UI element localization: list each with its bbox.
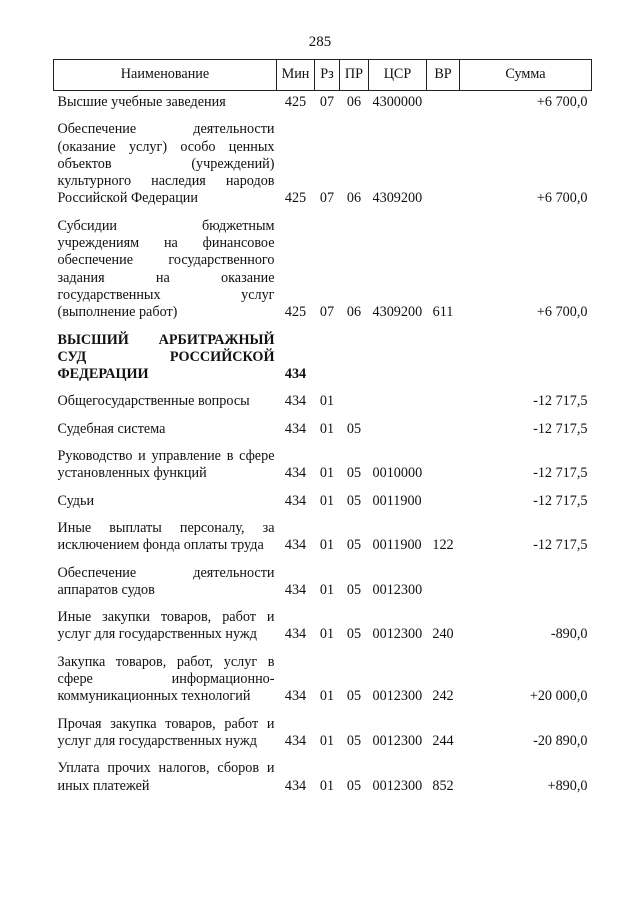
- budget-table: [53, 59, 592, 795]
- row-min: 434: [284, 537, 307, 554]
- row-vr: 122: [432, 537, 454, 554]
- row-sum: +890,0: [547, 777, 588, 794]
- row-sum: -12 717,5: [533, 393, 588, 410]
- row-name: Уплата прочих налогов, сборов и иных платежей: [57, 760, 275, 794]
- row-pr: [340, 322, 369, 384]
- table-row: [54, 483, 592, 510]
- row-vr: 242: [432, 688, 454, 705]
- row-pr: 05: [346, 420, 362, 437]
- row-rz: 01: [319, 537, 335, 554]
- row-name: Руководство и управление в сфере установленных функций: [57, 448, 275, 482]
- table-header-row: [54, 60, 592, 91]
- row-min: 434: [284, 366, 307, 383]
- row-sum: -12 717,5: [533, 492, 588, 509]
- row-rz: 01: [319, 393, 335, 410]
- table-row: [54, 411, 592, 438]
- table-row: [54, 555, 592, 600]
- row-name: Прочая закупка товаров, работ и услуг для государственных нужд: [57, 715, 275, 749]
- page-number: 285: [308, 34, 332, 50]
- row-min: 425: [284, 304, 307, 321]
- row-csr: 0012300: [372, 732, 423, 749]
- table-row-section-heading: [54, 322, 592, 384]
- row-rz: 01: [319, 777, 335, 794]
- row-vr: [427, 555, 460, 600]
- row-pr: 05: [346, 688, 362, 705]
- row-pr: 05: [346, 732, 362, 749]
- header-min: Мин: [277, 60, 315, 91]
- row-name: Обеспечение деятельности аппаратов судов: [57, 564, 275, 598]
- row-sum: +6 700,0: [536, 94, 588, 110]
- row-vr: 611: [432, 304, 454, 321]
- row-vr: 244: [432, 732, 454, 749]
- row-csr: 0011900: [372, 537, 422, 554]
- table-row: [54, 438, 592, 483]
- row-min: 434: [284, 626, 307, 643]
- row-name: Судьи: [57, 492, 95, 509]
- row-min: 434: [284, 777, 307, 794]
- table-row: [54, 208, 592, 322]
- table-row: [54, 510, 592, 555]
- table-row: [54, 383, 592, 410]
- row-csr: 0012300: [372, 581, 423, 598]
- table-row: [54, 91, 592, 112]
- row-rz: 01: [319, 626, 335, 643]
- row-vr: [427, 322, 460, 384]
- row-min: 434: [284, 393, 307, 410]
- row-pr: 05: [346, 465, 362, 482]
- row-sum: -20 890,0: [533, 732, 588, 749]
- header-rz: Рз: [315, 60, 340, 91]
- row-rz: 01: [319, 732, 335, 749]
- row-min: 434: [284, 732, 307, 749]
- row-csr: [369, 383, 427, 410]
- row-rz: 01: [319, 492, 335, 509]
- row-min: 434: [284, 581, 307, 598]
- row-csr: 4309200: [372, 190, 423, 207]
- row-pr: 06: [346, 304, 362, 321]
- row-csr: 0010000: [372, 465, 423, 482]
- table-row: [54, 706, 592, 751]
- row-min: 434: [284, 420, 307, 437]
- row-csr: 0012300: [372, 688, 423, 705]
- row-sum: +20 000,0: [529, 688, 588, 705]
- row-vr: [427, 91, 460, 112]
- row-name: Общегосударственные вопросы: [57, 393, 250, 410]
- row-min: 425: [284, 94, 307, 110]
- row-vr: [427, 411, 460, 438]
- row-name: Иные закупки товаров, работ и услуг для государственных нужд: [57, 609, 275, 643]
- row-vr: [427, 438, 460, 483]
- row-rz: [315, 322, 340, 384]
- row-pr: [340, 383, 369, 410]
- row-csr: 4300000: [372, 94, 423, 110]
- row-pr: 05: [346, 777, 362, 794]
- table-row: [54, 111, 592, 207]
- row-name: ВЫСШИЙ АРБИТРАЖНЫЙ СУД РОССИЙСКОЙ ФЕДЕРАЦИИ: [57, 331, 275, 383]
- row-name: Закупка товаров, работ, услуг в сфере информационно-коммуникационных технологий: [57, 653, 275, 705]
- row-vr: [427, 111, 460, 207]
- row-sum: -890,0: [550, 626, 588, 643]
- row-name: Субсидии бюджетным учреждениям на финансовое обеспечение государственного задания на оказание государственных услуг (выполнение работ): [57, 217, 275, 321]
- header-csr: ЦСР: [369, 60, 427, 91]
- row-vr: [427, 483, 460, 510]
- row-min: 434: [284, 688, 307, 705]
- row-sum: [460, 322, 592, 384]
- table-row: [54, 644, 592, 706]
- header-name: Наименование: [54, 60, 277, 91]
- header-pr: ПР: [340, 60, 369, 91]
- row-csr: 4309200: [372, 304, 423, 321]
- row-min: 434: [284, 492, 307, 509]
- row-rz: 07: [319, 94, 335, 110]
- row-pr: 06: [346, 190, 362, 207]
- row-rz: 07: [319, 304, 335, 321]
- header-sum: Сумма: [460, 60, 592, 91]
- row-pr: 05: [346, 581, 362, 598]
- row-rz: 01: [319, 465, 335, 482]
- row-pr: 06: [346, 94, 362, 110]
- row-pr: 05: [346, 626, 362, 643]
- row-sum: +6 700,0: [536, 304, 588, 321]
- row-sum: [460, 555, 592, 600]
- row-min: 434: [284, 465, 307, 482]
- table-row: [54, 599, 592, 644]
- row-rz: 07: [319, 190, 335, 207]
- row-name: Судебная система: [57, 420, 166, 437]
- row-vr: [427, 383, 460, 410]
- row-sum: +6 700,0: [536, 190, 588, 207]
- table-row: [54, 750, 592, 795]
- row-csr: [369, 322, 427, 384]
- header-vr: ВР: [427, 60, 460, 91]
- row-csr: 0012300: [372, 626, 423, 643]
- row-rz: 01: [319, 420, 335, 437]
- row-vr: 240: [432, 626, 454, 643]
- row-name: Иные выплаты персоналу, за исключением фонда оплаты труда: [57, 519, 275, 554]
- row-rz: 01: [319, 581, 335, 598]
- row-name: Высшие учебные заведения: [57, 94, 226, 110]
- row-sum: -12 717,5: [533, 537, 588, 554]
- row-name: Обеспечение деятельности (оказание услуг) особо ценных объектов (учреждений) культурного наследия народов Российской Федерации: [57, 121, 275, 207]
- row-csr: 0012300: [372, 777, 423, 794]
- row-csr: [369, 411, 427, 438]
- row-csr: 0011900: [372, 492, 422, 509]
- row-pr: 05: [346, 492, 362, 509]
- row-rz: 01: [319, 688, 335, 705]
- row-vr: 852: [432, 777, 454, 794]
- row-sum: -12 717,5: [533, 420, 588, 437]
- row-min: 425: [284, 190, 307, 207]
- row-pr: 05: [346, 537, 362, 554]
- row-sum: -12 717,5: [533, 465, 588, 482]
